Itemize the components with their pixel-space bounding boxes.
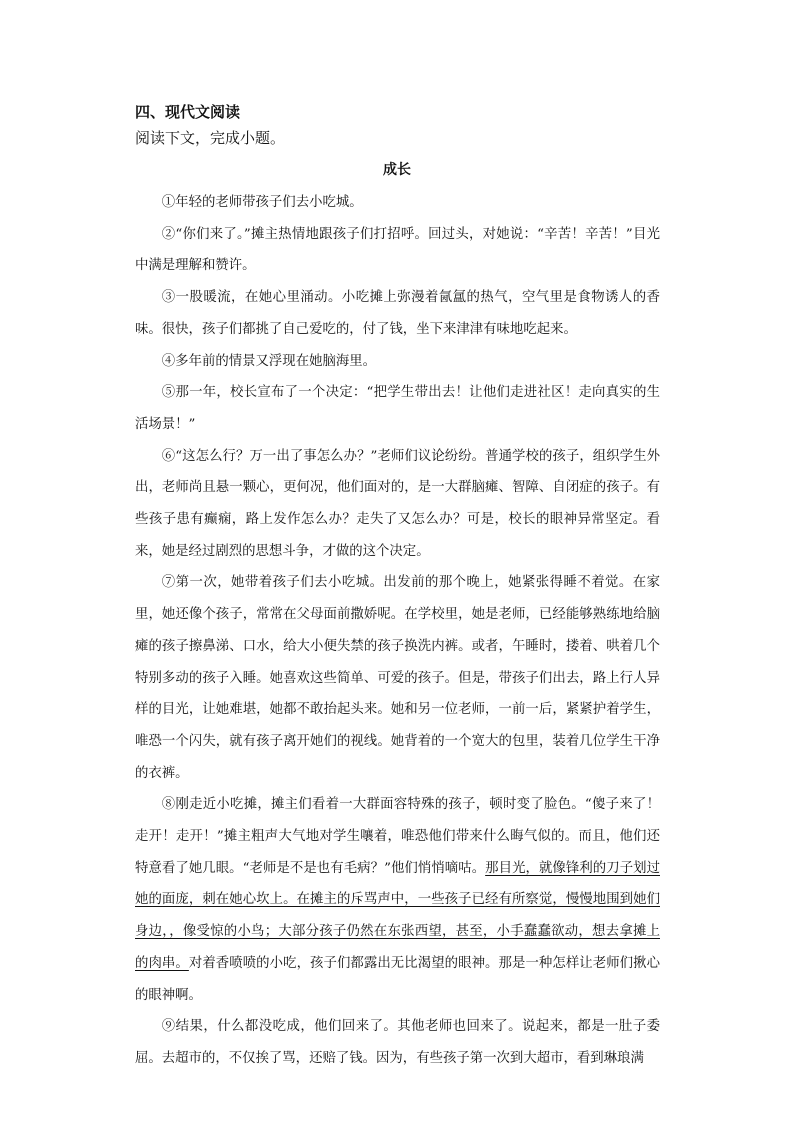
paragraph-8 [135, 789, 660, 1011]
reading-instruction: 阅读下文，完成小题。 [135, 129, 286, 147]
paragraph-8-tail: 对着香喷喷的小吃，孩子们都露出无比渴望的眼神。那是一种怎样让老师们揪心的眼神啊。 [135, 955, 661, 1003]
paragraph-8-lead: ⑧刚走近小吃摊，摊主们看着一大群面容特殊的孩子，顿时变了脸色。“傻子来了！走开！走开！”摊主粗声大气地对学生嚷着，唯恐他们带来什么晦气似的。而且，他们还特意看了她几眼。“老师是不是也有毛病？”他们悄悄嘀咕。 [135, 797, 660, 876]
paragraph-8-underlined-passage: 那目光，就像锋利的刀子划过她的面庞，刺在她心坎上。在摊主的斥骂声中，一些孩子已经有所察觉，慢慢地围到她们身边，，像受惊的小鸟；大部分孩子仍然在东张西望，甚至，小手蠢蠢欲动，想去拿摊上的肉串。 [135, 860, 660, 971]
paragraph-7: ⑦第一次，她带着孩子们去小吃城。出发前的那个晚上，她紧张得睡不着觉。在家里，她还像个孩子，常常在父母面前撒娇呢。在学校里，她是老师，已经能够熟练地给脑瘫的孩子擦鼻涕、口水，给大小便失禁的孩子换洗内裤。或者，午睡时，搂着、哄着几个特别多动的孩子入睡。她喜欢这些简单、可爱的孩子。但是，带孩子们出去，路上行人异样的目光，让她难堪，她都不敢抬起头来。她和另一位老师，一前一后，紧紧护着学生，唯恐一个闪失，就有孩子离开她们的视线。她背着的一个宽大的包里，装着几位学生干净的衣裤。 [135, 575, 660, 781]
paragraph-4: ④多年前的情景又浮现在她脑海里。 [161, 353, 377, 369]
paragraph-6: ⑥“这怎么行？万一出了事怎么办？”老师们议论纷纷。普通学校的孩子，组织学生外出，老师尚且悬一颗心，更何况，他们面对的，是一大群脑瘫、智障、自闭症的孩子。有些孩子患有癫痫，路上发作怎么办？走失了又怎么办？可是，校长的眼神异常坚定。看来，她是经过剧烈的思想斗争，才做的这个决定。 [135, 448, 660, 559]
paragraph-2: ②“你们来了。”摊主热情地跟孩子们打招呼。回过头，对她说：“辛苦！辛苦！”目光中满是理解和赞许。 [135, 226, 660, 274]
paragraph-5: ⑤那一年，校长宣布了一个决定：“把学生带出去！让他们走进社区！走向真实的生活场景！” [135, 385, 660, 432]
paragraph-1: ①年轻的老师带孩子们去小吃城。 [161, 195, 363, 210]
section-heading: 四、现代文阅读 [135, 103, 241, 121]
paragraph-9: ⑨结果，什么都没吃成，他们回来了。其他老师也回来了。说起来，都是一肚子委屈。去超市的，不仅挨了骂，还赔了钱。因为，有些孩子第一次到大超市，看到琳琅满 [135, 1019, 660, 1066]
article-body [135, 187, 660, 1075]
article-title: 成长 [383, 162, 411, 178]
paragraph-3: ③一股暖流，在她心里涌动。小吃摊上弥漫着氤氲的热气，空气里是食物诱人的香味。很快，孩子们都挑了自己爱吃的，付了钱，坐下来津津有味地吃起来。 [135, 290, 660, 337]
